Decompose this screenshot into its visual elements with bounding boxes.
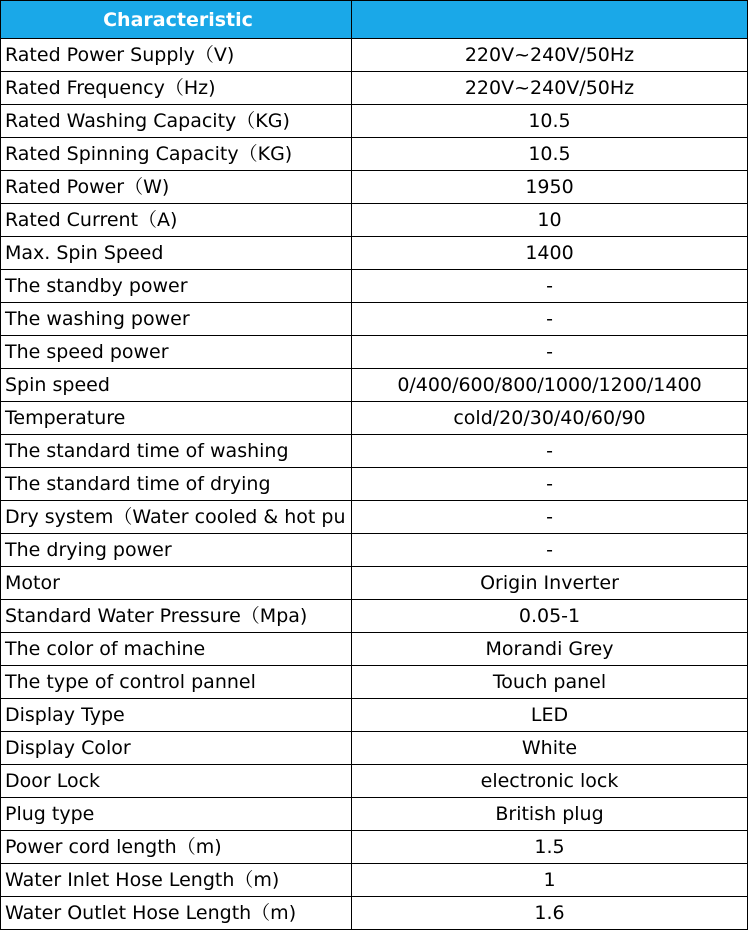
row-value: 1 <box>352 864 748 897</box>
row-label: Door Lock <box>1 765 352 798</box>
row-label: Standard Water Pressure（Mpa) <box>1 600 352 633</box>
table-row <box>1 138 748 171</box>
table-row <box>1 435 748 468</box>
table-row <box>1 732 748 765</box>
row-value: 10 <box>352 204 748 237</box>
row-label: The standard time of washing <box>1 435 352 468</box>
row-label: Spin speed <box>1 369 352 402</box>
row-label: Temperature <box>1 402 352 435</box>
table-row <box>1 237 748 270</box>
row-value: - <box>352 468 748 501</box>
row-label: Display Type <box>1 699 352 732</box>
row-value: Morandi Grey <box>352 633 748 666</box>
row-value: 220V~240V/50Hz <box>352 39 748 72</box>
header-row <box>1 1 748 39</box>
table-row <box>1 600 748 633</box>
table-row <box>1 369 748 402</box>
row-value: 1.6 <box>352 897 748 930</box>
row-value: 1400 <box>352 237 748 270</box>
header-characteristic: Characteristic <box>1 1 352 39</box>
row-label: Rated Power（W) <box>1 171 352 204</box>
table-row <box>1 270 748 303</box>
row-label: Plug type <box>1 798 352 831</box>
row-value: 1.5 <box>352 831 748 864</box>
table-row <box>1 171 748 204</box>
row-value: Origin Inverter <box>352 567 748 600</box>
row-label: Motor <box>1 567 352 600</box>
row-label: Display Color <box>1 732 352 765</box>
row-value: - <box>352 435 748 468</box>
table-row <box>1 468 748 501</box>
row-label: The speed power <box>1 336 352 369</box>
table-row <box>1 831 748 864</box>
row-label: The type of control pannel <box>1 666 352 699</box>
table-row <box>1 864 748 897</box>
row-value: - <box>352 501 748 534</box>
row-label: The standard time of drying <box>1 468 352 501</box>
row-value: 1950 <box>352 171 748 204</box>
table-row <box>1 39 748 72</box>
table-row <box>1 105 748 138</box>
row-value: - <box>352 534 748 567</box>
row-label: Water Inlet Hose Length（m) <box>1 864 352 897</box>
row-value: 0/400/600/800/1000/1200/1400 <box>352 369 748 402</box>
table-row <box>1 336 748 369</box>
row-label: The color of machine <box>1 633 352 666</box>
row-value: - <box>352 336 748 369</box>
table-row <box>1 897 748 930</box>
table-row <box>1 501 748 534</box>
table-row <box>1 204 748 237</box>
row-value: White <box>352 732 748 765</box>
row-value: cold/20/30/40/60/90 <box>352 402 748 435</box>
table-row <box>1 402 748 435</box>
row-value: Touch panel <box>352 666 748 699</box>
row-value: British plug <box>352 798 748 831</box>
row-label: Rated Washing Capacity（KG) <box>1 105 352 138</box>
table-row <box>1 765 748 798</box>
row-value: 10.5 <box>352 105 748 138</box>
row-label: The washing power <box>1 303 352 336</box>
row-label: The standby power <box>1 270 352 303</box>
table-row <box>1 534 748 567</box>
row-label: Dry system（Water cooled & hot pu <box>1 501 352 534</box>
row-value: 0.05-1 <box>352 600 748 633</box>
row-value: electronic lock <box>352 765 748 798</box>
row-label: Rated Power Supply（V) <box>1 39 352 72</box>
header-value <box>352 1 748 39</box>
table-row <box>1 633 748 666</box>
row-value: 220V~240V/50Hz <box>352 72 748 105</box>
row-value: LED <box>352 699 748 732</box>
row-label: Water Outlet Hose Length（m) <box>1 897 352 930</box>
spec-body <box>1 39 748 930</box>
row-label: Rated Frequency（Hz) <box>1 72 352 105</box>
table-row <box>1 567 748 600</box>
row-label: Rated Current（A) <box>1 204 352 237</box>
table-row <box>1 303 748 336</box>
table-row <box>1 798 748 831</box>
row-value: - <box>352 303 748 336</box>
row-label: Rated Spinning Capacity（KG) <box>1 138 352 171</box>
table-row <box>1 72 748 105</box>
row-label: Power cord length（m) <box>1 831 352 864</box>
row-label: The drying power <box>1 534 352 567</box>
row-value: 10.5 <box>352 138 748 171</box>
table-row <box>1 666 748 699</box>
row-label: Max. Spin Speed <box>1 237 352 270</box>
table-row <box>1 699 748 732</box>
row-value: - <box>352 270 748 303</box>
